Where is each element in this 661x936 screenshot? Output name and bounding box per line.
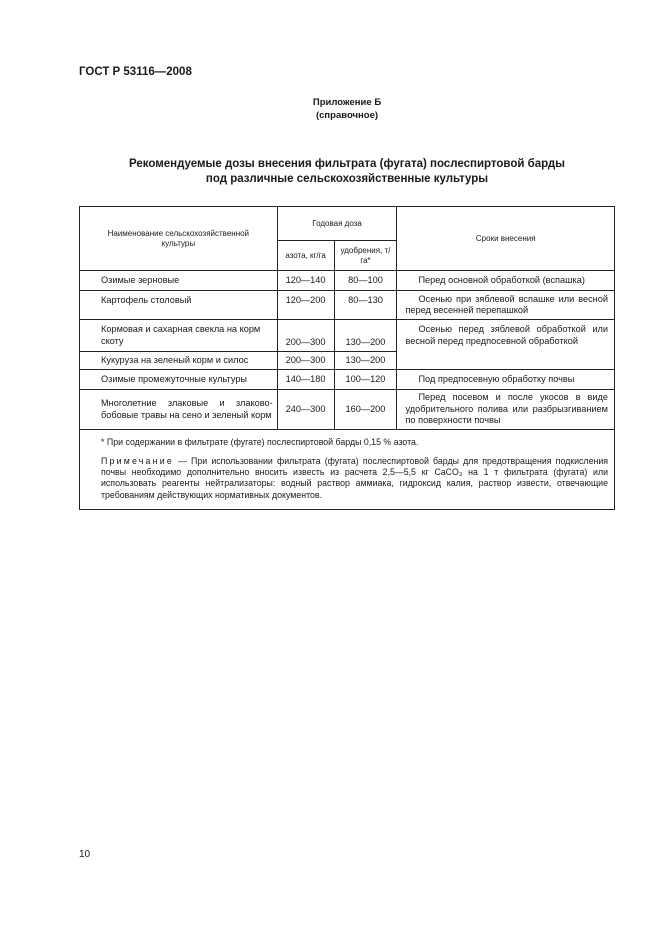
header-nitrogen: азота, кг/га (277, 241, 334, 271)
title-line-2: под различные сельскохозяйственные культуры (205, 173, 489, 185)
cell-fertilizer: 130—200 (334, 320, 397, 352)
cell-nitrogen: 200—300 (277, 320, 334, 352)
appendix-title: Приложение Б (312, 97, 382, 108)
cell-timing: Перед посевом и после укосов в виде удобрительного полива или разбрызгиванием по поверхности почвы (397, 390, 615, 430)
cell-timing: Осенью при зяблевой вспашке или весной перед весенней перепашкой (397, 291, 615, 320)
cell-fertilizer: 80—130 (334, 291, 397, 320)
cell-crop: Кормовая и сахарная свекла на корм скоту (80, 320, 278, 352)
cell-crop: Многолетние злаковые и злаково-бобовые травы на сено и зеленый корм (80, 390, 278, 430)
cell-fertilizer: 130—200 (334, 352, 397, 370)
dose-table (79, 206, 615, 510)
footnote: * При содержании в фильтрате (фугате) послеспиртовой барды 0,15 % азота. (101, 437, 419, 447)
note-text: — При использовании фильтрата (фугата) послеспиртовой барды для предотвращения подкисления почвы необходимо дополнительно вносить известь из расчета 2,5—5,5 кг CaCO₃ на 1 т фильтрата (фугата) или использовать реагенты нейтрализаторы: водный раствор аммиака, гидроксид калия, раствор извести, отвечающие требованиям действующих нормативных документов. (101, 456, 608, 500)
header-crop: Наименование сельскохозяйственной культуры (80, 207, 278, 271)
cell-crop: Озимые промежуточные культуры (80, 370, 278, 390)
document-title (0, 157, 661, 187)
cell-nitrogen: 140—180 (277, 370, 334, 390)
header-timing: Сроки внесения (397, 207, 615, 271)
table-row (80, 352, 615, 370)
cell-crop: Картофель столовый (80, 291, 278, 320)
note-label: Примечание (101, 456, 174, 466)
table-row (80, 370, 615, 390)
cell-timing: Перед основной обработкой (вспашка) (397, 271, 615, 291)
page-number: 10 (79, 849, 91, 860)
cell-nitrogen: 240—300 (277, 390, 334, 430)
cell-nitrogen: 200—300 (277, 352, 334, 370)
cell-crop: Озимые зерновые (80, 271, 278, 291)
cell-nitrogen: 120—140 (277, 271, 334, 291)
cell-fertilizer: 80—100 (334, 271, 397, 291)
cell-nitrogen: 120—200 (277, 291, 334, 320)
table-row (80, 390, 615, 430)
title-line-1: Рекомендуемые дозы внесения фильтрата (фугата) послеспиртовой барды (129, 158, 565, 170)
header-annual-dose: Годовая доза (277, 207, 397, 241)
cell-fertilizer: 160—200 (334, 390, 397, 430)
appendix-subtitle: (справочное) (315, 110, 379, 121)
note (80, 456, 614, 501)
table-notes (80, 430, 615, 510)
cell-fertilizer: 100—120 (334, 370, 397, 390)
cell-timing: Осенью перед зяблевой обработкой или весной перед предпосевной обработкой (397, 320, 615, 352)
cell-timing (397, 352, 615, 370)
table-row (80, 291, 615, 320)
standard-code: ГОСТ Р 53116—2008 (79, 66, 192, 78)
table-row (80, 271, 615, 291)
cell-timing: Под предпосевную обработку почвы (397, 370, 615, 390)
cell-crop: Кукуруза на зеленый корм и силос (80, 352, 278, 370)
header-fertilizer: удобрения, т/га* (334, 241, 397, 271)
appendix-heading (0, 96, 661, 122)
table-row (80, 320, 615, 352)
